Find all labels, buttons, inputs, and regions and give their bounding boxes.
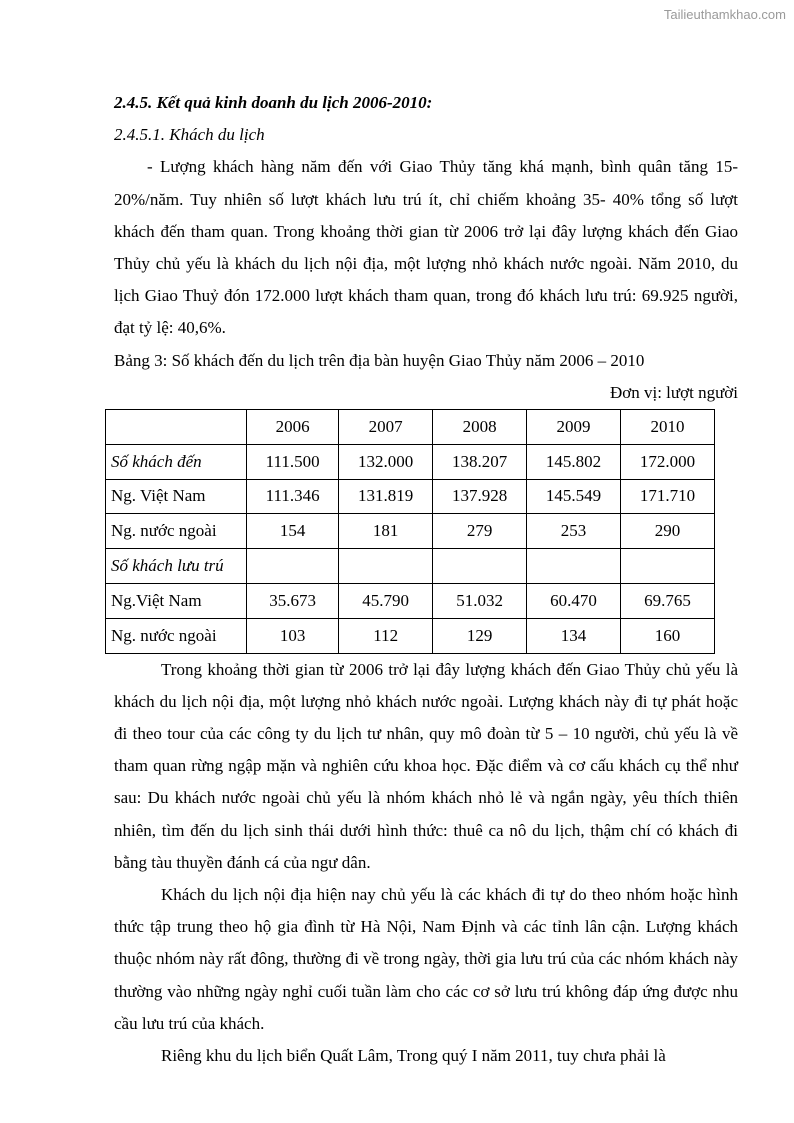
paragraph-2: Trong khoảng thời gian từ 2006 trở lại đây lượng khách đến Giao Thủy chủ yếu là khách du lịch nội địa, một lượng nhỏ khách nước ngoài. Lượng khách này đi tự phát hoặc đi theo tour của các công ty du lịch tư nhân, quy mô đoàn từ 5 – 10 người, chủ yếu là về tham quan rừng ngập mặn và nghiên cứu khoa học. Đặc điểm và cơ cấu khách cụ thể như sau: Du khách nước ngoài chủ yếu là nhóm khách nhỏ lẻ và ngắn ngày, yêu thích thiên nhiên, tìm đến du lịch sinh thái dưới hình thức: thuê ca nô du lịch, thậm chí có khách đi bằng tàu thuyền đánh cá của ngư dân. [114, 659, 738, 872]
table-cell: 181 [339, 514, 433, 549]
table-row [106, 479, 715, 514]
table-cell [433, 549, 527, 584]
table-cell: 129 [433, 618, 527, 653]
row-label: Ng. nước ngoài [106, 618, 247, 653]
table-cell: 145.549 [527, 479, 621, 514]
table-cell [339, 549, 433, 584]
table-header-row [106, 410, 715, 445]
table-cell: 111.346 [247, 479, 339, 514]
table-cell: 131.819 [339, 479, 433, 514]
table-cell [621, 549, 715, 584]
table-cell: 35.673 [247, 584, 339, 619]
section-heading: 2.4.5. Kết quả kinh doanh du lịch 2006-2010: [114, 93, 433, 112]
table-cell: 160 [621, 618, 715, 653]
year-header: 2009 [527, 410, 621, 445]
table-row [106, 618, 715, 653]
table-cell: 172.000 [621, 444, 715, 479]
table-cell: 290 [621, 514, 715, 549]
table-cell: 145.802 [527, 444, 621, 479]
table-cell: 279 [433, 514, 527, 549]
subsection-heading: 2.4.5.1. Khách du lịch [114, 125, 265, 145]
table-cell: 134 [527, 618, 621, 653]
paragraph-4: Riêng khu du lịch biển Quất Lâm, Trong quý I năm 2011, tuy chưa phải là [161, 1046, 666, 1066]
table-unit: Đơn vị: lượt người [609, 382, 738, 402]
table-cell: 132.000 [339, 444, 433, 479]
table-cell: 253 [527, 514, 621, 549]
year-header: 2006 [247, 410, 339, 445]
row-label: Số khách đến [106, 444, 247, 479]
year-header: 2008 [433, 410, 527, 445]
document-body [111, 87, 738, 1072]
table-cell [247, 549, 339, 584]
table-row [106, 549, 715, 584]
table-cell [527, 549, 621, 584]
visitor-table [105, 409, 715, 654]
table-row [106, 584, 715, 619]
row-label: Ng.Việt Nam [106, 584, 247, 619]
table-cell: 137.928 [433, 479, 527, 514]
table-row [106, 514, 715, 549]
year-header: 2007 [339, 410, 433, 445]
paragraph-1: - Lượng khách hàng năm đến với Giao Thủy tăng khá mạnh, bình quân tăng 15- 20%/năm. Tuy nhiên số lượt khách lưu trú ít, chỉ chiếm khoảng 35- 40% tổng số lượt khách đến tham quan. Trong khoảng thời gian từ 2006 trở lại đây lượng khách đến Giao Thủy chủ yếu là khách du lịch nội địa, một lượng nhỏ khách nước ngoài. Năm 2010, du lịch Giao Thuỷ đón 172.000 lượt khách tham quan, trong đó khách lưu trú: 69.925 người, đạt tỷ lệ: 40,6%. [114, 157, 738, 338]
table-cell: 103 [247, 618, 339, 653]
table-cell: 154 [247, 514, 339, 549]
table-row [106, 444, 715, 479]
row-label: Số khách lưu trú [106, 549, 247, 584]
watermark: Tailieuthamkhao.com [663, 7, 786, 22]
table-caption: Bảng 3: Số khách đến du lịch trên địa bàn huyện Giao Thủy năm 2006 – 2010 [114, 350, 645, 370]
year-header: 2010 [621, 410, 715, 445]
table-cell: 138.207 [433, 444, 527, 479]
table-cell: 51.032 [433, 584, 527, 619]
paragraph-3: Khách du lịch nội địa hiện nay chủ yếu là các khách đi tự do theo nhóm hoặc hình thức tập trung theo hộ gia đình từ Hà Nội, Nam Định và các tỉnh lân cận. Lượng khách thuộc nhóm này rất đông, thường đi về trong ngày, thời gia lưu trú của các nhóm khách này thường vào những ngày nghỉ cuối tuần làm cho các cơ sở lưu trú không đáp ứng được nhu cầu lưu trú của khách. [114, 885, 738, 1033]
table-cell: 112 [339, 618, 433, 653]
table-cell: 69.765 [621, 584, 715, 619]
table-cell: 111.500 [247, 444, 339, 479]
row-label: Ng. Việt Nam [106, 479, 247, 514]
table-cell: 45.790 [339, 584, 433, 619]
row-label: Ng. nước ngoài [106, 514, 247, 549]
table-cell: 60.470 [527, 584, 621, 619]
table-corner-cell [106, 410, 247, 445]
table-cell: 171.710 [621, 479, 715, 514]
